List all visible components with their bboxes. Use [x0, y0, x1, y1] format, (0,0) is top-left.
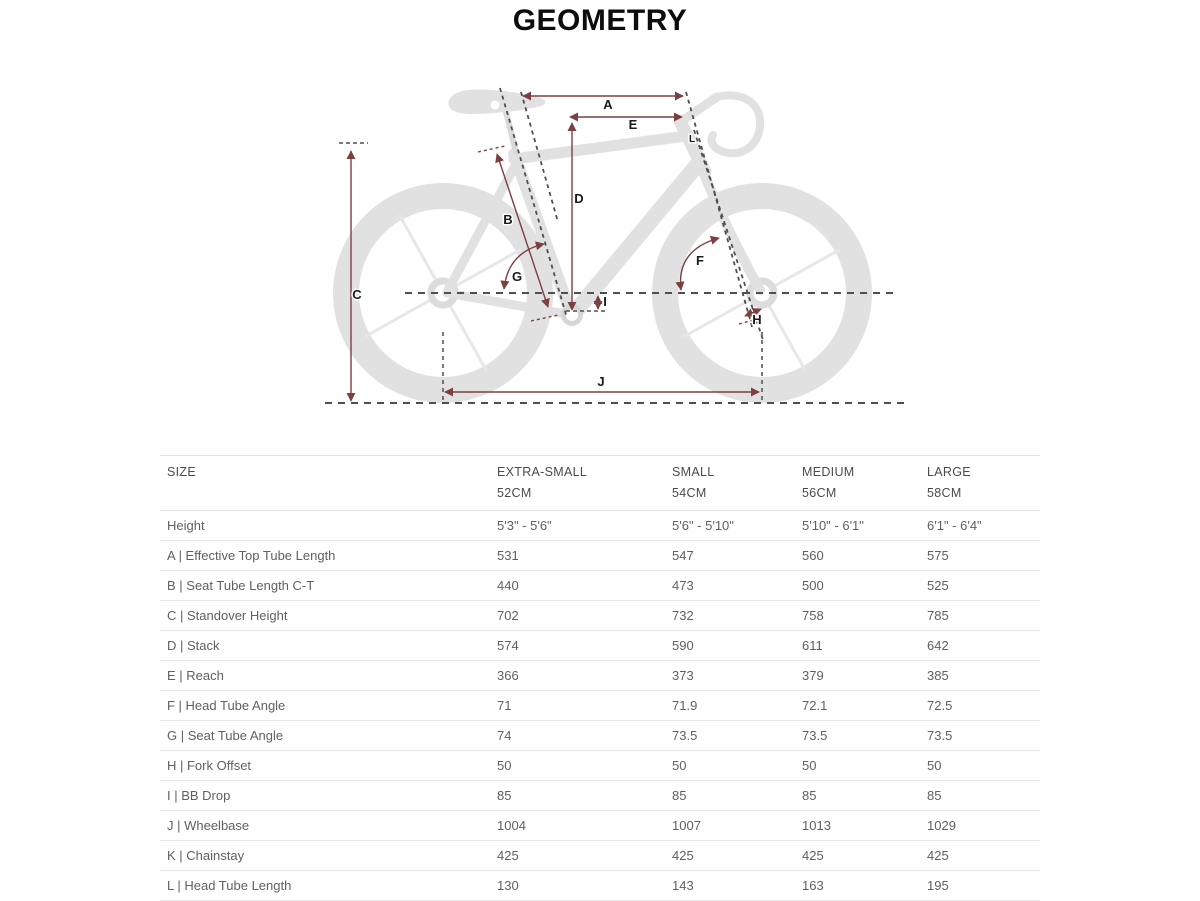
- col-header-medium: MEDIUM 56CM: [795, 456, 920, 511]
- row-value: 385: [920, 661, 1040, 691]
- row-value: 547: [665, 541, 795, 571]
- row-value: 440: [490, 571, 665, 601]
- bike-silhouette-icon: [346, 89, 859, 390]
- row-label: H | Fork Offset: [160, 751, 490, 781]
- row-value: 5'10" - 6'1": [795, 511, 920, 541]
- table-row: [160, 841, 1040, 871]
- col-header-large: LARGE 58CM: [920, 456, 1040, 511]
- dim-label-e: E: [628, 117, 638, 132]
- row-value: 85: [665, 781, 795, 811]
- table-row: [160, 691, 1040, 721]
- row-value: 642: [920, 631, 1040, 661]
- row-label: B | Seat Tube Length C-T: [160, 571, 490, 601]
- row-label: G | Seat Tube Angle: [160, 721, 490, 751]
- row-value: 1029: [920, 811, 1040, 841]
- row-value: 195: [920, 871, 1040, 901]
- row-value: 590: [665, 631, 795, 661]
- row-value: 71: [490, 691, 665, 721]
- row-value: 50: [665, 751, 795, 781]
- row-label: K | Chainstay: [160, 841, 490, 871]
- row-value: 525: [920, 571, 1040, 601]
- row-value: 71.9: [665, 691, 795, 721]
- row-value: 1004: [490, 811, 665, 841]
- table-row: [160, 871, 1040, 901]
- row-value: 500: [795, 571, 920, 601]
- row-value: 425: [795, 841, 920, 871]
- table-row: [160, 721, 1040, 751]
- row-label: C | Standover Height: [160, 601, 490, 631]
- table-row: [160, 751, 1040, 781]
- dim-label-d: D: [574, 191, 584, 206]
- dim-label-j: J: [597, 374, 605, 389]
- dim-label-h: H: [752, 312, 762, 327]
- row-value: 379: [795, 661, 920, 691]
- row-value: 72.1: [795, 691, 920, 721]
- row-value: 5'3" - 5'6": [490, 511, 665, 541]
- row-value: 425: [920, 841, 1040, 871]
- dim-label-b: B: [503, 212, 513, 227]
- row-value: 143: [665, 871, 795, 901]
- row-value: 785: [920, 601, 1040, 631]
- row-label: L | Head Tube Length: [160, 871, 490, 901]
- row-value: 575: [920, 541, 1040, 571]
- row-label: A | Effective Top Tube Length: [160, 541, 490, 571]
- row-label: E | Reach: [160, 661, 490, 691]
- row-value: 74: [490, 721, 665, 751]
- row-value: 6'1" - 6'4": [920, 511, 1040, 541]
- row-label: Height: [160, 511, 490, 541]
- row-label: I | BB Drop: [160, 781, 490, 811]
- table-header-row: [160, 456, 1040, 511]
- table-row: [160, 781, 1040, 811]
- col-header-size: SIZE: [160, 456, 490, 511]
- dim-label-l: L: [688, 134, 696, 145]
- dim-label-g: G: [511, 269, 523, 284]
- table-row: [160, 571, 1040, 601]
- page-title: GEOMETRY: [512, 4, 688, 37]
- row-value: 1013: [795, 811, 920, 841]
- row-value: 72.5: [920, 691, 1040, 721]
- row-value: 5'6" - 5'10": [665, 511, 795, 541]
- row-value: 425: [665, 841, 795, 871]
- table-row: [160, 511, 1040, 541]
- row-value: 163: [795, 871, 920, 901]
- row-value: 85: [920, 781, 1040, 811]
- row-value: 425: [490, 841, 665, 871]
- row-value: 702: [490, 601, 665, 631]
- table-row: [160, 811, 1040, 841]
- row-label: D | Stack: [160, 631, 490, 661]
- dim-label-c: C: [352, 287, 362, 302]
- size-chart: [160, 455, 1040, 901]
- table-body: [160, 511, 1040, 901]
- col-header-small: SMALL 54CM: [665, 456, 795, 511]
- row-value: 366: [490, 661, 665, 691]
- table-row: [160, 601, 1040, 631]
- row-value: 73.5: [665, 721, 795, 751]
- row-value: 50: [920, 751, 1040, 781]
- dim-label-f: F: [696, 253, 704, 268]
- table-row: [160, 541, 1040, 571]
- row-value: 611: [795, 631, 920, 661]
- row-value: 85: [490, 781, 665, 811]
- row-value: 732: [665, 601, 795, 631]
- row-value: 560: [795, 541, 920, 571]
- row-value: 50: [490, 751, 665, 781]
- row-value: 73.5: [920, 721, 1040, 751]
- geometry-table: [160, 455, 1040, 901]
- geometry-diagram: [320, 60, 910, 445]
- table-row: [160, 631, 1040, 661]
- row-value: 473: [665, 571, 795, 601]
- row-value: 574: [490, 631, 665, 661]
- row-value: 130: [490, 871, 665, 901]
- table-row: [160, 661, 1040, 691]
- dim-label-i: I: [603, 294, 607, 309]
- row-label: F | Head Tube Angle: [160, 691, 490, 721]
- dim-label-a: A: [603, 97, 613, 112]
- row-value: 85: [795, 781, 920, 811]
- row-value: 73.5: [795, 721, 920, 751]
- row-value: 758: [795, 601, 920, 631]
- row-value: 531: [490, 541, 665, 571]
- row-value: 1007: [665, 811, 795, 841]
- row-label: J | Wheelbase: [160, 811, 490, 841]
- bike-geometry-svg: [320, 60, 910, 445]
- row-value: 50: [795, 751, 920, 781]
- col-header-extra-small: EXTRA-SMALL 52CM: [490, 456, 665, 511]
- row-value: 373: [665, 661, 795, 691]
